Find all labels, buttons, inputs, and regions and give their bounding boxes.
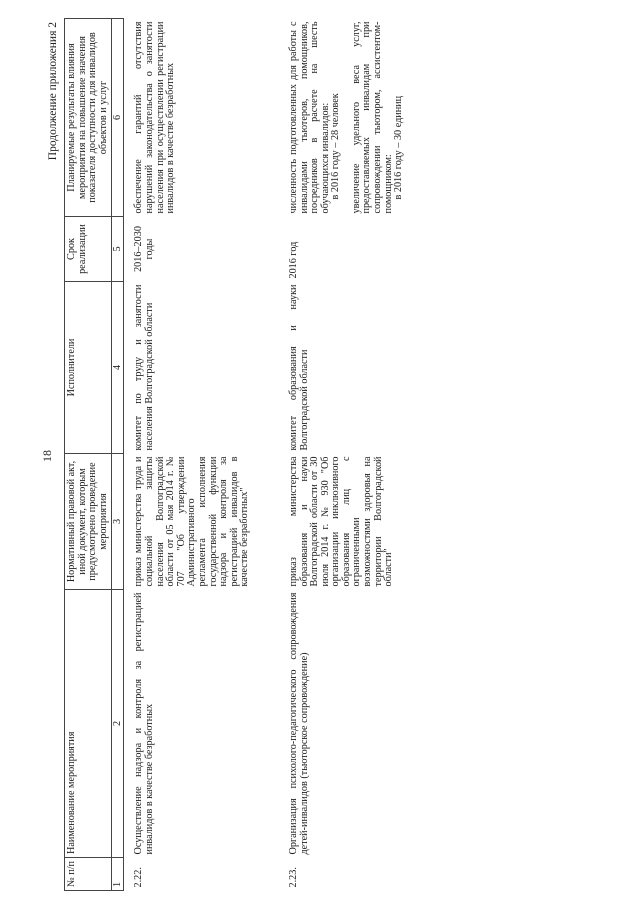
row-results: обеспечение гарантий отсутствия нарушений законодательства о занятости населения при осуществлении регистрации инвалидов в качестве безработных bbox=[133, 21, 177, 214]
header-name: Наименование мероприятия bbox=[65, 590, 112, 858]
column-number: 2 bbox=[112, 590, 124, 858]
column-number: 6 bbox=[112, 19, 124, 217]
row-name: Организация психолого-педагогического сопровождения детей-инвалидов (тьюторское сопровождение) bbox=[287, 592, 310, 855]
table-row bbox=[279, 19, 433, 891]
row-document: приказ министерства труда и социальной защиты населения Волгоградской области от 05 мая 2014 г. № 707 "Об утверждении Административного регламента исполнения государственной функции надзора и контроля за регистрацией инвалидов в качестве безработных" bbox=[133, 456, 251, 587]
header-results: Планируемые результаты влияния мероприятия на повышение значения показателя доступности для инвалидов объектов и услуг bbox=[65, 19, 112, 217]
table-header-row bbox=[65, 19, 112, 891]
header-executors: Исполнители bbox=[65, 282, 112, 454]
row-term: 2016–2030 годы bbox=[133, 226, 155, 272]
header-num: № п/п bbox=[65, 858, 112, 891]
row-term: 2016 год bbox=[287, 241, 299, 279]
header-term: Срок реализации bbox=[65, 217, 112, 282]
table-row bbox=[124, 19, 279, 891]
row-number: 2.23. bbox=[287, 867, 299, 888]
row-name: Осуществление надзора и контроля за регистрацией инвалидов в качестве безработных bbox=[133, 592, 155, 855]
row-executors: комитет образования и науки Волгоградской области bbox=[287, 284, 310, 451]
result-value: в 2016 году – 30 единиц bbox=[393, 95, 405, 200]
result-text: численность подготовленных для работы с инвалидами тьютеров, помощников, посредников в расчете на шесть обучающихся инвалидов: bbox=[287, 21, 331, 214]
row-number: 2.22. bbox=[133, 867, 145, 888]
result-value: в 2016 году – 28 человек bbox=[330, 93, 342, 200]
continuation-label: Продолжение приложения 2 bbox=[47, 22, 59, 161]
column-numbers-row bbox=[112, 19, 124, 891]
row-results bbox=[279, 19, 433, 217]
column-number: 5 bbox=[112, 217, 124, 282]
row-document: приказ министерства образования и науки Волгоградской области от 30 июля 2014 г. № 930 "Об организации инклюзивного образования лиц с ограниченными возможностями здоровья на территории Волгоградской области" bbox=[287, 456, 395, 587]
header-document: Нормативный правовой акт, иной документ, которым предусмотрено проведение мероприятия bbox=[65, 454, 112, 590]
column-number: 3 bbox=[112, 454, 124, 590]
row-executors: комитет по труду и занятости населения Волгоградской области bbox=[133, 284, 155, 451]
measures-table bbox=[64, 18, 433, 891]
page-number: 18 bbox=[40, 450, 54, 462]
column-number: 1 bbox=[112, 858, 124, 891]
result-text: увеличение удельного веса услуг, предоставляемых инвалидам при сопровождении тьютором, ассистентом-помощником: bbox=[350, 21, 394, 214]
column-number: 4 bbox=[112, 282, 124, 454]
